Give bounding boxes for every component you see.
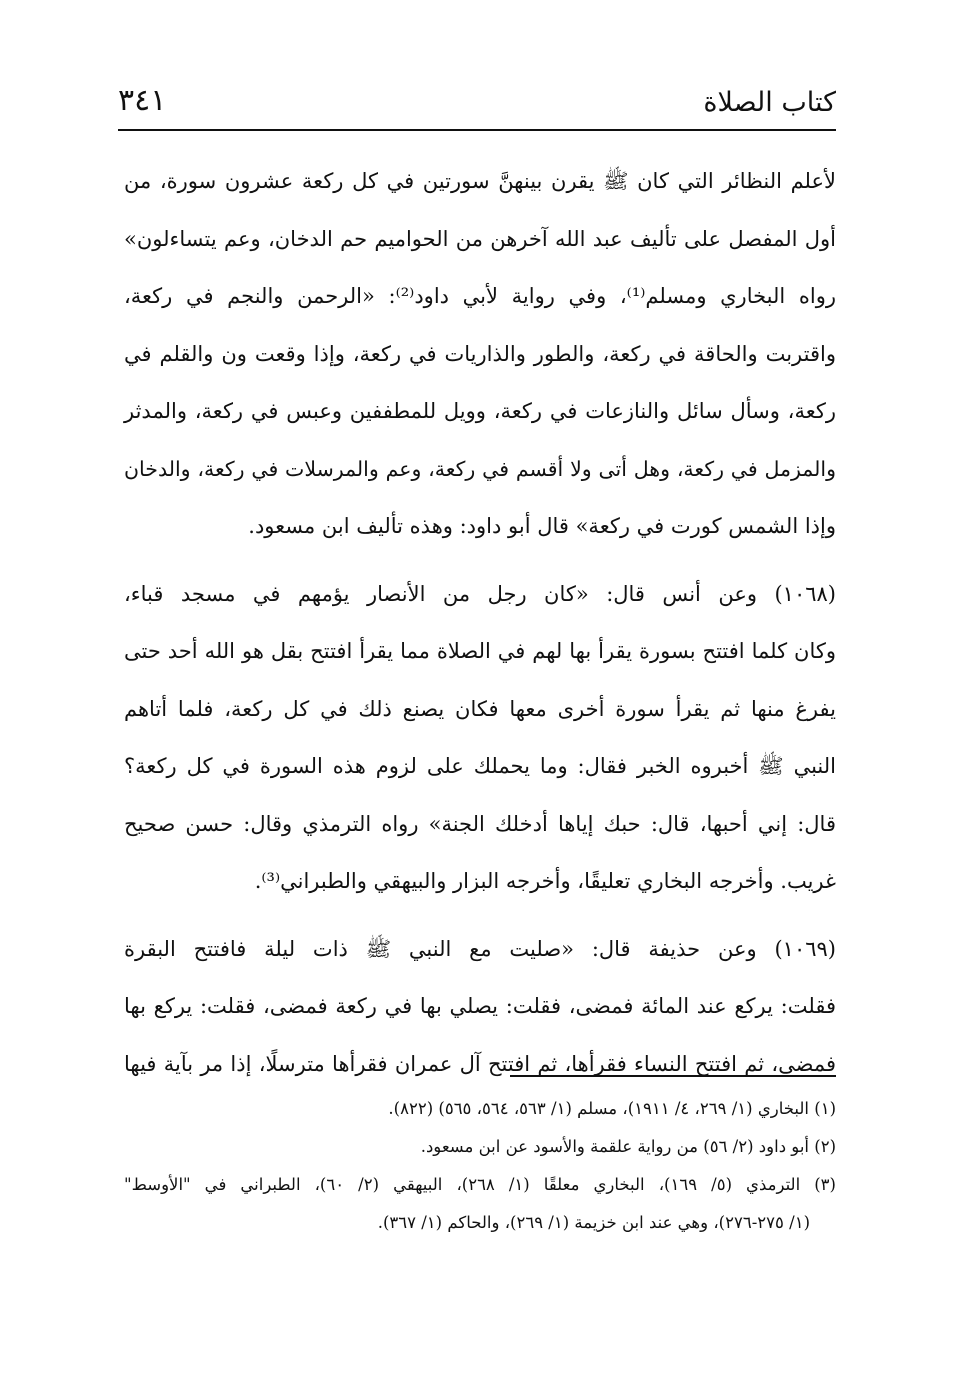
main-text [124,153,836,1093]
text-line: رواه البخاري ومسلم⁽¹⁾، وفي رواية لأبي داود⁽²⁾: «الرحمن والنجم في ركعة، [124,284,837,308]
text-line: وإذا الشمس كورت في ركعة» قال أبو داود: وهذه تأليف ابن مسعود. [248,514,836,538]
page-number: ٣٤١ [118,83,167,118]
header-divider [118,129,836,131]
footnotes [124,1090,836,1242]
text-line: ركعة، وسأل سائل والنازعات في ركعة، وويل للمطففين وعبس في ركعة، والمدثر [124,399,836,423]
page-header [118,80,836,130]
text-line: وكان كلما افتتح بسورة يقرأ بها لهم في الصلاة مما يقرأ افتتح بقل هو الله أحد حتى [124,639,836,663]
paragraph-1 [124,153,836,556]
text-line: قال: إني أحبها، قال: حبك إياها أدخلك الجنة» رواه الترمذي وقال: حسن صحيح [124,811,836,836]
text-line: لأعلم النظائر التي كان ﷺ يقرن بينهنَّ سورتين في كل ركعة عشرون سورة، من [124,169,836,193]
footnote-2: (٢) أبو داود (٢/ ٥٦) من رواية علقمة والأسود عن ابن مسعود. [420,1137,836,1156]
paragraph-1068 [124,566,836,911]
text-line: فمضى، ثم افتتح النساء فقرأها، ثم افتتح آل عمران فقرأها مترسلًا، إذا مر بآية فيها [124,1051,836,1076]
footnote-divider [510,1075,836,1077]
text-line: والمزمل في ركعة، وهل أتى ولا أقسم في ركعة، وعم والمرسلات في ركعة، والدخان [124,456,836,481]
text-line: غريب. وأخرجه البخاري تعليقًا، وأخرجه البزار والبيهقي والطبراني⁽³⁾. [254,869,836,893]
text-line: (١٠٦٨) وعن أنس قال: «كان رجل من الأنصار يؤمهم في مسجد قباء، [124,581,836,606]
footnote-3-continued: (١/ ٢٧٥-٢٧٦)، وهي عند ابن خزيمة (١/ ٢٦٩)، والحاكم (١/ ٣٦٧). [377,1213,810,1232]
text-line: (١٠٦٩) وعن حذيفة قال: «صليت مع النبي ﷺ ذات ليلة فافتتح البقرة [124,936,836,961]
text-line: النبي ﷺ أخبروه الخبر فقال: وما يحملك على لزوم هذه السورة في كل ركعة؟ [124,754,836,778]
text-line: يفرغ منها ثم يقرأ سورة أخرى معها فكان يصنع ذلك في كل ركعة، فلما أتاهم [124,696,836,721]
text-line: أول المفصل على تأليف عبد الله آخرهن من الحواميم حم الدخان، وعم يتساءلون» [124,226,836,251]
text-line: واقتربت والحاقة في ركعة، والطور والذاريات في ركعة، وإذا وقعت ون والقلم في [124,341,836,366]
chapter-title: كتاب الصلاة [703,87,836,118]
footnote-1: (١) البخاري (١/ ٢٦٩، ٤/ ١٩١١)، مسلم (١/ ٥٦٣، ٥٦٤، ٥٦٥) (٨٢٢). [388,1099,836,1118]
text-line: فقلت: يركع عند المائة فمضى، فقلت: يصلي بها في ركعة فمضى، فقلت: يركع بها [124,994,836,1018]
footnote-3: (٣) الترمذي (٥/ ١٦٩)، البخاري معلقًا (١/ ٢٦٨)، البيهقي (٢/ ٦٠)، الطبراني في "الأوسط" [124,1175,836,1194]
paragraph-1069 [124,921,836,1094]
